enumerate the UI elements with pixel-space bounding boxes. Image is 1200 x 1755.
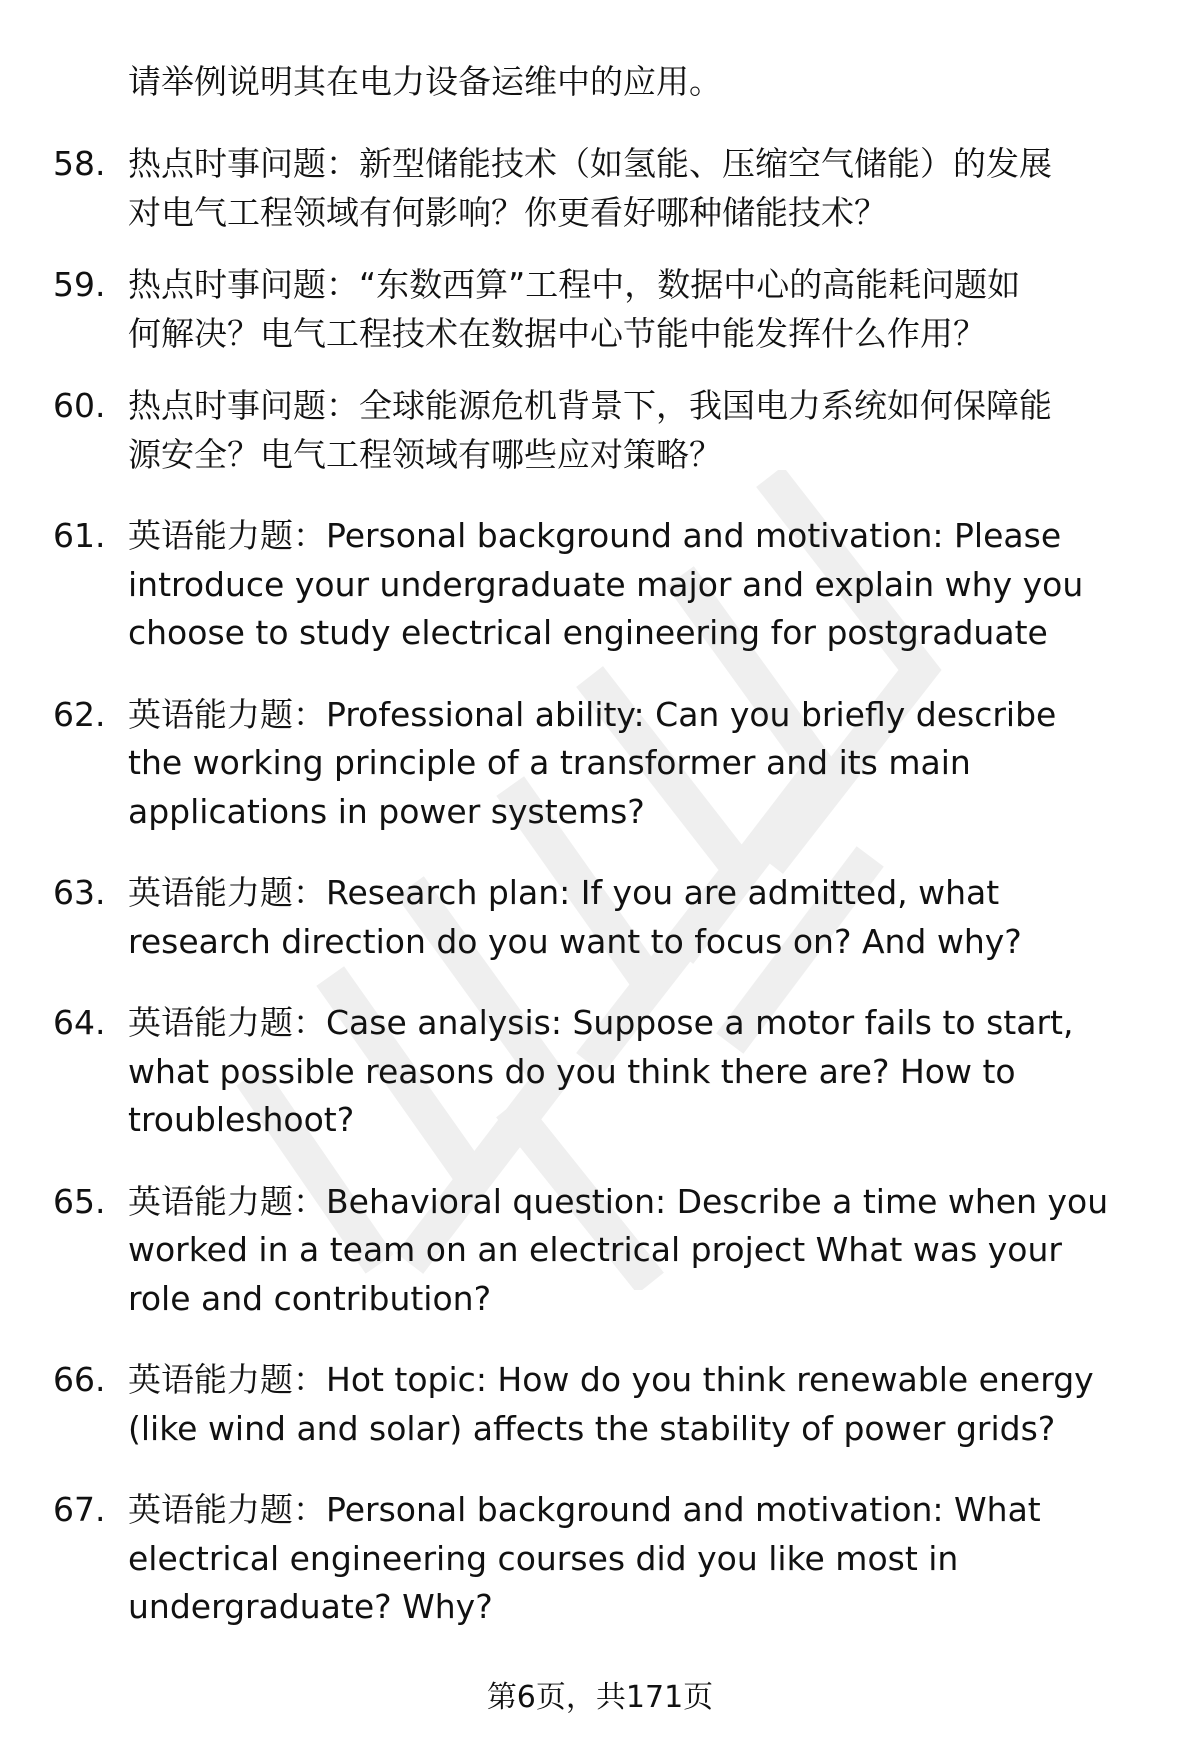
- question-text-line: undergraduate? Why?: [128, 1587, 493, 1626]
- question-text-line: 何解决？电气工程技术在数据中心节能中能发挥什么作用？: [128, 313, 986, 353]
- question-text-line: worked in a team on an electrical project What was your: [128, 1230, 1062, 1269]
- question-number: 58.: [53, 144, 106, 183]
- question-number: 66.: [53, 1360, 106, 1399]
- question-text-line: introduce your undergraduate major and explain why you: [128, 564, 1084, 604]
- question-text-line: electrical engineering courses did you like most in: [128, 1538, 959, 1578]
- continuation-text: 请举例说明其在电力设备运维中的应用。: [128, 62, 722, 101]
- question-text-line: 热点时事问题：全球能源危机背景下，我国电力系统如何保障能: [128, 386, 1052, 425]
- question-text-line: the working principle of a transformer and its main: [128, 743, 971, 782]
- question-item-63: [0, 869, 1200, 966]
- question-text-line: 英语能力题：Personal background and motivation: What: [128, 1490, 1041, 1529]
- question-item-66: [0, 1356, 1200, 1453]
- question-text-line: applications in power systems?: [128, 791, 645, 831]
- question-text-line: 英语能力题：Personal background and motivation: Please: [128, 516, 1062, 555]
- question-item-67: [0, 1486, 1200, 1632]
- question-number: 62.: [53, 694, 106, 734]
- question-number: 61.: [53, 516, 106, 555]
- question-item-60: [0, 382, 1200, 479]
- question-number: 59.: [53, 265, 106, 304]
- question-text-line: 英语能力题：Research plan: If you are admitted, what: [128, 873, 1000, 912]
- question-item-65: [0, 1178, 1200, 1324]
- question-number: 67.: [53, 1490, 106, 1529]
- question-item-64: [0, 999, 1200, 1145]
- question-item-61: [0, 512, 1200, 658]
- question-text-line: 源安全？电气工程领域有哪些应对策略？: [128, 434, 722, 474]
- question-list: [0, 140, 1200, 1632]
- question-text-line: choose to study electrical engineering for postgraduate: [128, 613, 1048, 652]
- question-text-line: 英语能力题：Case analysis: Suppose a motor fails to start,: [128, 1003, 1074, 1042]
- question-number: 65.: [53, 1181, 106, 1221]
- question-text-line: 热点时事问题：“东数西算”工程中，数据中心的高能耗问题如: [128, 265, 1021, 304]
- question-item-59: [0, 261, 1200, 358]
- question-text-line: 英语能力题：Professional ability: Can you briefly describe: [128, 694, 1057, 734]
- question-item-58: [0, 140, 1200, 237]
- question-text-line: 英语能力题：Hot topic: How do you think renewable energy: [128, 1360, 1094, 1399]
- question-text-line: 对电气工程领域有何影响？你更看好哪种储能技术？: [128, 192, 887, 232]
- page-number-footer: 第6页，共171页: [486, 1680, 714, 1715]
- question-text-line: research direction do you want to focus on? And why?: [128, 921, 1022, 961]
- question-text-line: role and contribution?: [128, 1278, 492, 1318]
- question-text-line: 热点时事问题：新型储能技术（如氢能、压缩空气储能）的发展: [128, 144, 1052, 183]
- question-number: 64.: [53, 1003, 106, 1042]
- question-text-line: (like wind and solar) affects the stability of power grids?: [128, 1408, 1056, 1448]
- question-text-line: what possible reasons do you think there are? How to: [128, 1051, 1016, 1091]
- question-number: 63.: [53, 873, 106, 912]
- question-text-line: troubleshoot?: [128, 1100, 355, 1139]
- question-number: 60.: [53, 386, 106, 425]
- question-item-62: [0, 691, 1200, 837]
- question-text-line: 英语能力题：Behavioral question: Describe a time when you: [128, 1181, 1109, 1221]
